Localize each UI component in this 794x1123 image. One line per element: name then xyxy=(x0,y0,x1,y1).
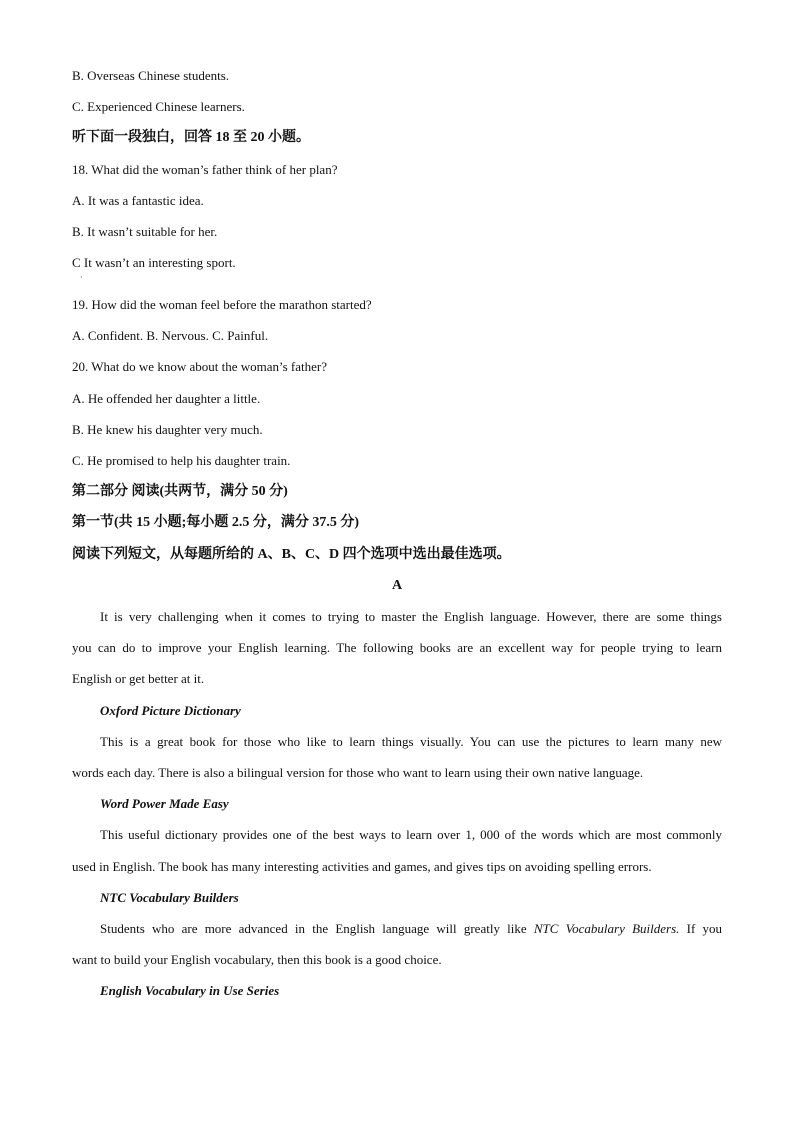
question-20-option-b: B. He knew his daughter very much. xyxy=(72,422,263,437)
part-two-heading: 第二部分 阅读(共两节，满分 50 分) xyxy=(72,484,288,499)
paragraph-intro-line-3: English or get better at it. xyxy=(72,671,205,686)
section-heading-monologue: 听下面一段独白，回答 18 至 20 小题。 xyxy=(72,130,310,145)
question-19: 19. How did the woman feel before the marathon started? xyxy=(72,297,372,312)
question-18-option-c: C It wasn’t an interesting sport. xyxy=(72,255,236,270)
book-title-ntc: NTC Vocabulary Builders xyxy=(100,890,239,905)
book-title-word-power: Word Power Made Easy xyxy=(100,796,229,811)
option-c-line: C. Experienced Chinese learners. xyxy=(72,99,245,114)
paragraph-ntc-line-1 xyxy=(100,921,722,937)
paragraph-oxford-line-2: words each day. There is also a bilingual version for those who want to learn using their own native language. xyxy=(72,765,644,780)
question-18-option-b: B. It wasn’t suitable for her. xyxy=(72,224,218,239)
book-title-oxford: Oxford Picture Dictionary xyxy=(100,703,241,718)
question-18: 18. What did the woman’s father think of her plan? xyxy=(72,162,338,177)
question-18-option-a: A. It was a fantastic idea. xyxy=(72,193,204,208)
question-20: 20. What do we know about the woman’s father? xyxy=(72,359,327,374)
question-19-options: A. Confident. B. Nervous. C. Painful. xyxy=(72,328,269,343)
question-20-option-a: A. He offended her daughter a little. xyxy=(72,391,261,406)
paragraph-intro-line-1: It is very challenging when it comes to trying to master the English language. However, there are some things xyxy=(100,609,722,624)
question-20-option-c: C. He promised to help his daughter train. xyxy=(72,453,291,468)
reading-instructions: 阅读下列短文，从每题所给的 A、B、C、D 四个选项中选出最佳选项。 xyxy=(72,547,511,562)
paragraph-ntc-text: Students who are more advanced in the English language will greatly like xyxy=(100,921,534,936)
section-one-heading: 第一节(共 15 小题;每小题 2.5 分，满分 37.5 分) xyxy=(72,515,359,530)
paragraph-word-power-line-1: This useful dictionary provides one of the best ways to learn over 1, 000 of the words which are most commonly xyxy=(100,827,722,842)
passage-label: A xyxy=(391,578,403,593)
option-b-line: B. Overseas Chinese students. xyxy=(72,68,230,83)
paragraph-oxford-line-1: This is a great book for those who like to learn things visually. You can use the pictures to learn many new xyxy=(100,734,722,749)
book-title-english-vocab-in-use: English Vocabulary in Use Series xyxy=(100,983,280,998)
ntc-title-inline: NTC Vocabulary Builders. xyxy=(533,921,680,936)
stray-dot: · xyxy=(80,273,83,282)
paragraph-ntc-line-2: want to build your English vocabulary, then this book is a good choice. xyxy=(72,952,442,967)
paragraph-intro-line-2: you can do to improve your English learning. The following books are an excellent way for people trying to learn xyxy=(72,640,722,655)
paragraph-word-power-line-2: used in English. The book has many interesting activities and games, and gives tips on avoiding spelling errors. xyxy=(72,859,652,874)
paragraph-ntc-text-end: If you xyxy=(679,921,722,936)
